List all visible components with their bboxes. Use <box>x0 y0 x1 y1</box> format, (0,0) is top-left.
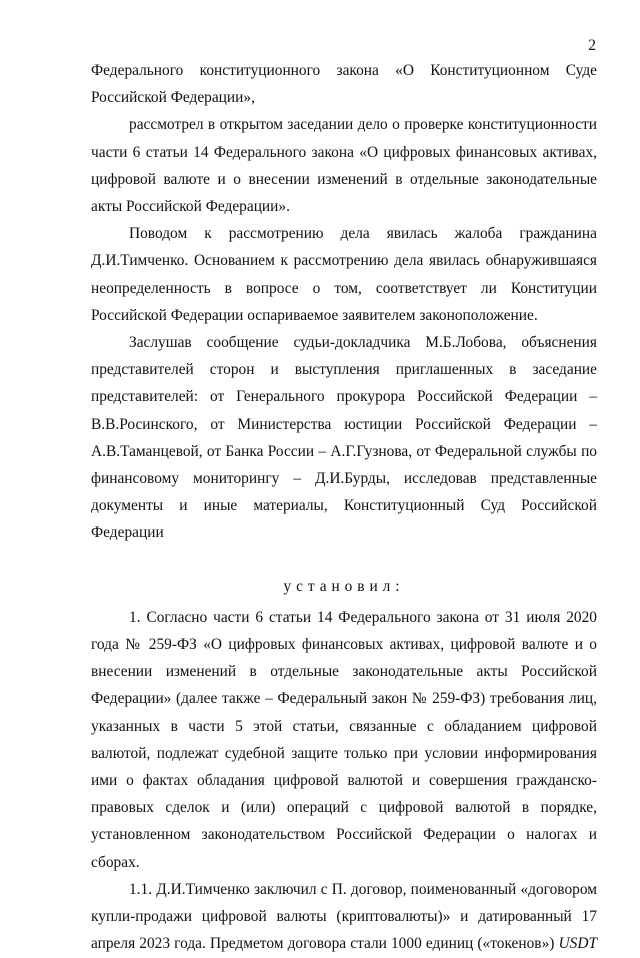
paragraph-section-1-1-italic: USDT <box>558 935 597 953</box>
page-number: 2 <box>588 37 596 54</box>
paragraph-section-1: 1. Согласно части 6 статьи 14 Федерального закона от 31 июля 2020 года № 259-ФЗ «О цифровых финансовых активах, цифровой валюте и о внесении изменений в отдельные законодательные акты Российской Федерации» (далее также – Федеральный закон № 259-ФЗ) требования лиц, указанных в части 5 этой статьи, связанные с обладанием цифровой валютой, подлежат судебной защите только при условии информирования ими о фактах обладания цифровой валютой и совершения гражданско-правовых сделок и (или) операций с цифровой валютой в порядке, установленном законодательством Российской Федерации о налогах и сборах. <box>91 608 597 871</box>
paragraph-considered: рассмотрел в открытом заседании дело о проверке конституционности части 6 статьи 14 Федерального закона «О цифровых финансовых активах, цифровой валюте и о внесении изменений в отдельные законодательные акты Российской Федерации». <box>91 116 597 216</box>
paragraph-intro: Федерального конституционного закона «О Конституционном Суде Российской Федерации», <box>91 62 597 107</box>
document-body <box>91 57 597 958</box>
paragraph-hearing: Заслушав сообщение судьи-докладчика М.Б.Лобова, объяснения представителей сторон и выступления приглашенных в заседание представителей: от Генерального прокурора Российской Федерации – В.В.Росинского, от Министерства юстиции Российской Федерации – А.В.Таманцевой, от Банка России – А.Г.Гузнова, от Федеральной службы по финансовому мониторингу – Д.И.Бурды, исследовав представленные документы и иные материалы, Конституционный Суд Российской Федерации <box>91 334 597 542</box>
paragraph-reason: Поводом к рассмотрению дела явилась жалоба гражданина Д.И.Тимченко. Основанием к рассмотрению дела явилась обнаружившаяся неопределенность в вопросе о том, соответствует ли Конституции Российской Федерации оспариваемое заявителем законоположение. <box>91 225 597 324</box>
paragraph-section-1-1 <box>91 876 597 958</box>
section-heading: установил: <box>283 577 405 595</box>
paragraph-section-1-1-text: 1.1. Д.И.Тимченко заключил с П. договор, поименованный «договором купли-продажи цифровой валюты (криптовалюты)» и датированный 17 апреля 2023 года. Предметом договора стали 1000 единиц («токенов») <box>91 880 597 953</box>
